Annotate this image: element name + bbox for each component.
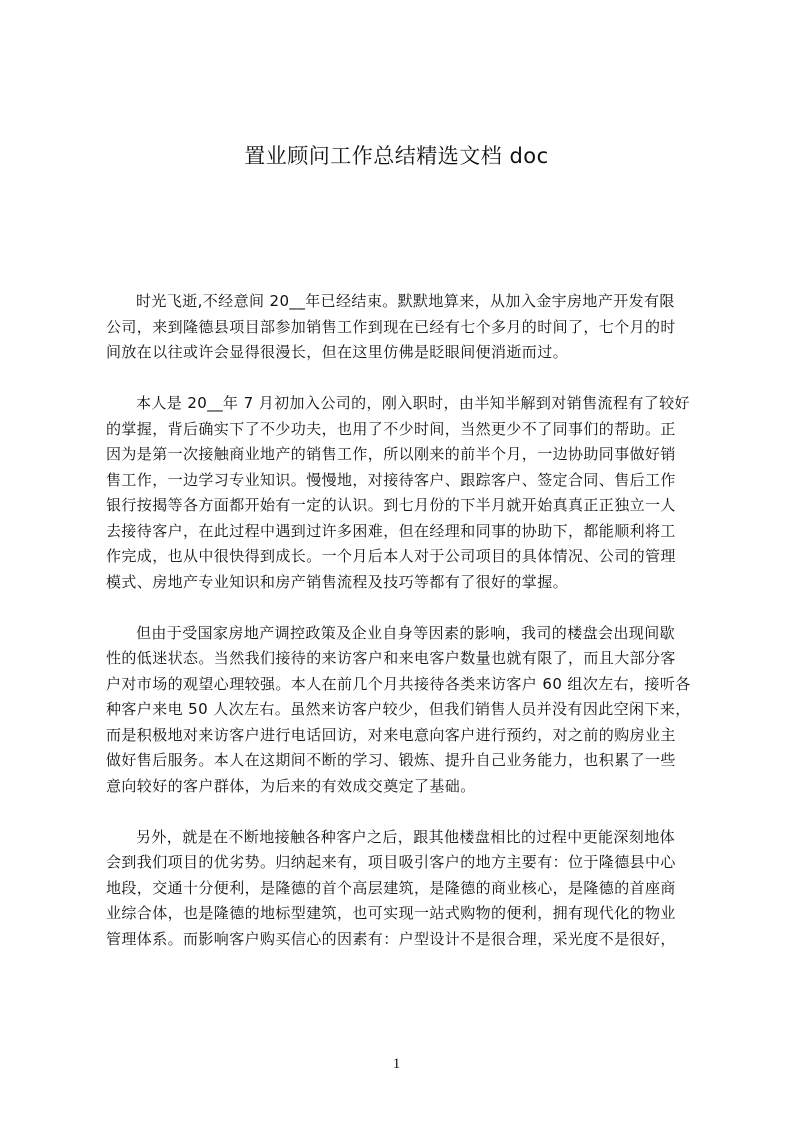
paragraph-line: 模式、房地产专业知识和房产销售流程及技巧等都有了很好的掌握。 [106, 572, 569, 591]
paragraph-line: 意向较好的客户群体，为后来的有效成交奠定了基础。 [106, 776, 476, 795]
document-body [106, 289, 699, 952]
paragraph-line: 售工作，一边学习专业知识。慢慢地，对接待客户、跟踪客户、签定合同、售后工作 [106, 470, 676, 489]
paragraph-line: 去接待客户，在此过程中遇到过许多困难，但在经理和同事的协助下，都能顺利将工 [106, 521, 676, 540]
paragraph-gap [106, 595, 699, 621]
paragraph-line: 银行按揭等各方面都开始有一定的认识。到七月份的下半月就开始真真正正独立一人 [106, 496, 676, 514]
paragraph-line: 地段，交通十分便利，是隆德的首个高层建筑，是隆德的商业核心，是隆德的首座商 [106, 878, 676, 897]
paragraph-line: 做好售后服务。本人在这期间不断的学习、锻炼、提升自己业务能力，也积累了一些 [106, 751, 676, 769]
paragraph-line: 间放在以往或许会显得很漫长，但在这里仿佛是眨眼间便消逝而过。 [106, 343, 569, 361]
paragraph-2 [106, 391, 699, 595]
paragraph-line: 公司，来到隆德县项目部参加销售工作到现在已经有七个多月的时间了，七个月的时 [106, 317, 676, 336]
paragraph-line: 管理体系。而影响客户购买信心的因素有：户型设计不是很合理，采光度不是很好， [106, 929, 676, 948]
paragraph-3 [106, 621, 699, 800]
paragraph-line: 而是积极地对来访客户进行电话回访，对来电意向客户进行预约，对之前的购房业主 [106, 725, 676, 744]
paragraph-line: 另外，就是在不断地接触各种客户之后，跟其他楼盘相比的过程中更能深刻地体 [136, 827, 676, 846]
paragraph-line: 但由于受国家房地产调控政策及企业自身等因素的影响，我司的楼盘会出现间歇 [136, 623, 676, 642]
paragraph-4 [106, 825, 699, 953]
document-title: 置业顾问工作总结精选文档 doc [244, 144, 549, 168]
paragraph-line: 作完成，也从中很快得到成长。一个月后本人对于公司项目的具体情况、公司的管理 [106, 547, 676, 565]
paragraph-line: 业综合体，也是隆德的地标型建筑，也可实现一站式购物的便利，拥有现代化的物业 [106, 904, 676, 922]
paragraph-line: 户对市场的观望心理较强。本人在前几个月共接待各类来访客户 60 组次左右，接听各 [106, 674, 691, 693]
paragraph-line: 的掌握，背后确实下了不少功夫，也用了不少时间，当然更少不了同事们的帮助。正 [106, 419, 676, 438]
page-number: 1 [392, 1056, 401, 1072]
paragraph-gap [106, 799, 699, 825]
paragraph-line: 本人是 20__年 7 月初加入公司的，刚入职时，由半知半解到对销售流程有了较好 [136, 394, 690, 412]
paragraph-1 [106, 289, 699, 366]
paragraph-line: 时光飞逝,不经意间 20__年已经结束。默默地算来，从加入金宇房地产开发有限 [136, 292, 675, 310]
paragraph-line: 性的低迷状态。当然我们接待的来访客户和来电客户数量也就有限了，而且大部分客 [106, 649, 676, 667]
paragraph-line: 因为是第一次接触商业地产的销售工作，所以刚来的前半个月，一边协助同事做好销 [106, 445, 676, 463]
paragraph-gap [106, 366, 699, 392]
paragraph-line: 种客户来电 50 人次左右。虽然来访客户较少，但我们销售人员并没有因此空闲下来， [106, 700, 691, 718]
paragraph-line: 会到我们项目的优劣势。归纳起来有，项目吸引客户的地方主要有：位于隆德县中心 [106, 853, 676, 871]
